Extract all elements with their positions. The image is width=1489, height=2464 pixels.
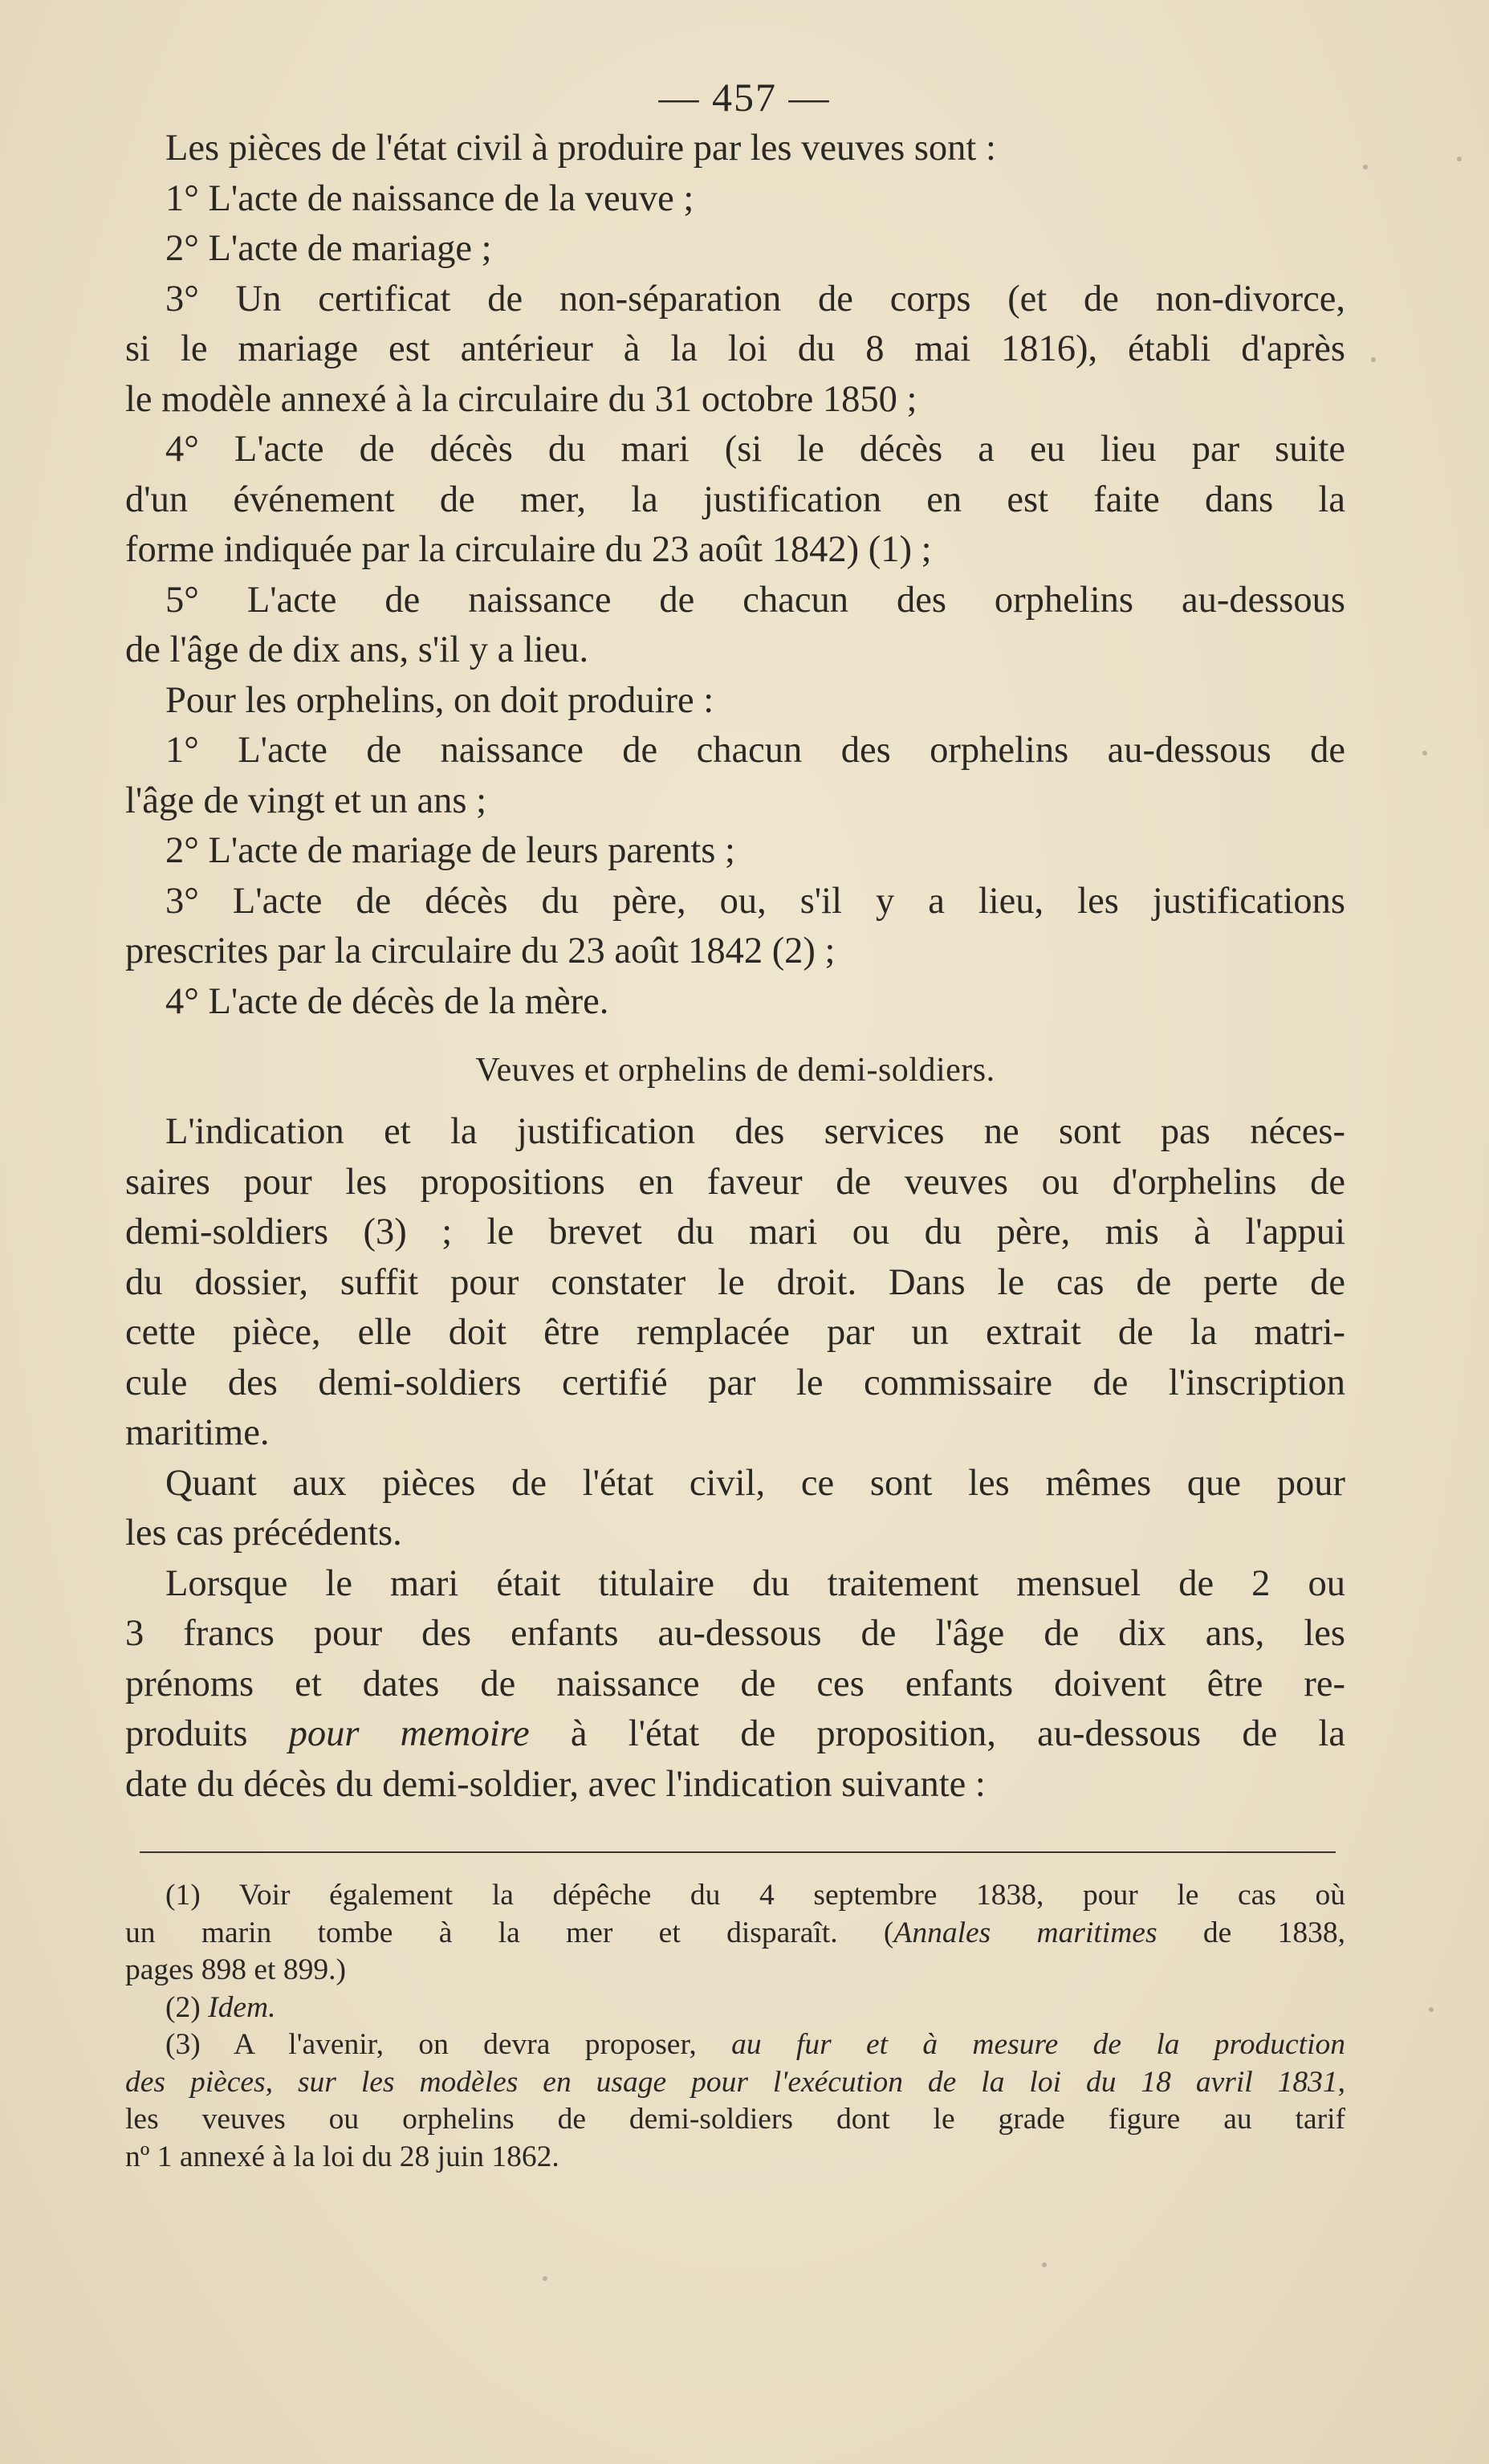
footnote-line: (1) Voir également la dépêche du 4 septembre 1838, pour le cas où bbox=[165, 1879, 1345, 1912]
text-run: un marin tombe à la mer et disparaît. ( bbox=[125, 1916, 894, 1949]
text-run: produits bbox=[125, 1713, 289, 1754]
italic-text: Idem. bbox=[208, 1990, 276, 2024]
text-line: d'un événement de mer, la justification en est faite dans la bbox=[125, 479, 1345, 520]
text-run: de 1838, bbox=[1157, 1916, 1345, 1949]
italic-text: des pièces, sur les modèles en usage pour l'exécution de la loi du 18 avril 1831 bbox=[125, 2065, 1338, 2099]
footnote-line: nº 1 annexé à la loi du 28 juin 1862. bbox=[125, 2140, 559, 2173]
italic-text: pour memoire bbox=[288, 1713, 530, 1754]
text-line: Les pièces de l'état civil à produire par les veuves sont : bbox=[165, 128, 996, 169]
text-run: (2) bbox=[165, 1990, 209, 2024]
text-block bbox=[125, 124, 1345, 2176]
paper-speck bbox=[1429, 2007, 1434, 2012]
paragraph-orphans-documents bbox=[125, 676, 1345, 1028]
paper-speck bbox=[1363, 165, 1368, 169]
paragraph-monthly-allowance bbox=[125, 1559, 1345, 1810]
text-run: à l'état de proposition, au-dessous de la bbox=[529, 1713, 1345, 1754]
paragraph-widows-documents bbox=[125, 124, 1345, 676]
text-line: date du décès du demi-soldier, avec l'indication suivante : bbox=[125, 1763, 986, 1805]
text-line: prescrites par la circulaire du 23 août 1842 (2) ; bbox=[125, 931, 836, 971]
text-line: 3° L'acte de décès du père, ou, s'il y a lieu, les justifications bbox=[165, 880, 1345, 922]
text-line: Lorsque le mari était titulaire du traitement mensuel de 2 ou bbox=[165, 1562, 1345, 1604]
text-run: , bbox=[1337, 2065, 1345, 2099]
text-line: 3 francs pour des enfants au-dessous de l'âge de dix ans, les bbox=[125, 1613, 1345, 1654]
footnote-2 bbox=[125, 1990, 1345, 2027]
section-heading: Veuves et orphelins de demi-soldiers. bbox=[475, 1052, 995, 1089]
text-line: du dossier, suffit pour constater le droit. Dans le cas de perte de bbox=[125, 1261, 1345, 1303]
text-line: demi-soldiers (3) ; le brevet du mari ou du père, mis à l'appui bbox=[125, 1212, 1345, 1252]
text-line: 3° Un certificat de non-séparation de corps (et de non-divorce, bbox=[165, 278, 1345, 320]
text-line bbox=[125, 1709, 1345, 1760]
italic-text: Annales maritimes bbox=[893, 1916, 1157, 1949]
text-line: prénoms et dates de naissance de ces enfants doivent être re- bbox=[125, 1663, 1345, 1704]
paragraph-civil-status bbox=[125, 1459, 1345, 1559]
text-line: si le mariage est antérieur à la loi du 8 mai 1816), établi d'après bbox=[125, 328, 1345, 369]
text-run: (3) A l'avenir, on devra proposer, bbox=[165, 2028, 732, 2061]
text-line: maritime. bbox=[125, 1412, 270, 1453]
italic-text: au fur et à mesure de la production bbox=[731, 2028, 1345, 2061]
footnote-line: pages 898 et 899.) bbox=[125, 1953, 346, 1986]
text-line: Pour les orphelins, on doit produire : bbox=[165, 679, 714, 721]
text-line: 4° L'acte de décès de la mère. bbox=[165, 980, 609, 1022]
page-number: — 457 — bbox=[658, 75, 831, 120]
paper-speck bbox=[1422, 751, 1427, 755]
text-line: 1° L'acte de naissance de chacun des orphelins au-dessous de bbox=[165, 730, 1345, 771]
text-line: L'indication et la justification des services ne sont pas néces- bbox=[165, 1111, 1345, 1152]
footnotes bbox=[125, 1877, 1345, 2176]
text-line: le modèle annexé à la circulaire du 31 octobre 1850 ; bbox=[125, 378, 917, 420]
text-line: saires pour les propositions en faveur de veuves ou d'orphelins de bbox=[125, 1161, 1345, 1203]
text-line: 2° L'acte de mariage de leurs parents ; bbox=[165, 830, 735, 871]
text-line: l'âge de vingt et un ans ; bbox=[125, 780, 487, 821]
text-line: 2° L'acte de mariage ; bbox=[165, 228, 492, 269]
text-line: forme indiquée par la circulaire du 23 août 1842) (1) ; bbox=[125, 529, 932, 570]
paragraph-demi-soldiers bbox=[125, 1107, 1345, 1459]
footnote-3 bbox=[125, 2026, 1345, 2176]
footnote-separator bbox=[140, 1851, 1336, 1853]
paper-speck bbox=[543, 2276, 547, 2281]
text-line: cette pièce, elle doit être remplacée par un extrait de la matri- bbox=[125, 1312, 1345, 1353]
footnote-line bbox=[125, 2026, 1345, 2064]
paper-speck bbox=[1371, 357, 1376, 362]
footnote-1 bbox=[125, 1877, 1345, 1990]
text-line: de l'âge de dix ans, s'il y a lieu. bbox=[125, 629, 589, 670]
footnote-line: les veuves ou orphelins de demi-soldiers dont le grade figure au tarif bbox=[125, 2103, 1345, 2136]
text-line: 4° L'acte de décès du mari (si le décès a eu lieu par suite bbox=[165, 429, 1345, 470]
footnote-line bbox=[125, 1990, 1345, 2027]
text-line: cule des demi-soldiers certifié par le commissaire de l'inscription bbox=[125, 1362, 1345, 1403]
paper-speck bbox=[1042, 2262, 1047, 2267]
text-line: Quant aux pièces de l'état civil, ce sont les mêmes que pour bbox=[165, 1462, 1345, 1504]
text-line: 1° L'acte de naissance de la veuve ; bbox=[165, 177, 694, 219]
footnote-line bbox=[125, 1915, 1345, 1953]
footnote-line bbox=[125, 2064, 1345, 2102]
paper-speck bbox=[1457, 157, 1462, 161]
text-line: les cas précédents. bbox=[125, 1513, 402, 1554]
text-line: 5° L'acte de naissance de chacun des orphelins au-dessous bbox=[165, 579, 1345, 621]
